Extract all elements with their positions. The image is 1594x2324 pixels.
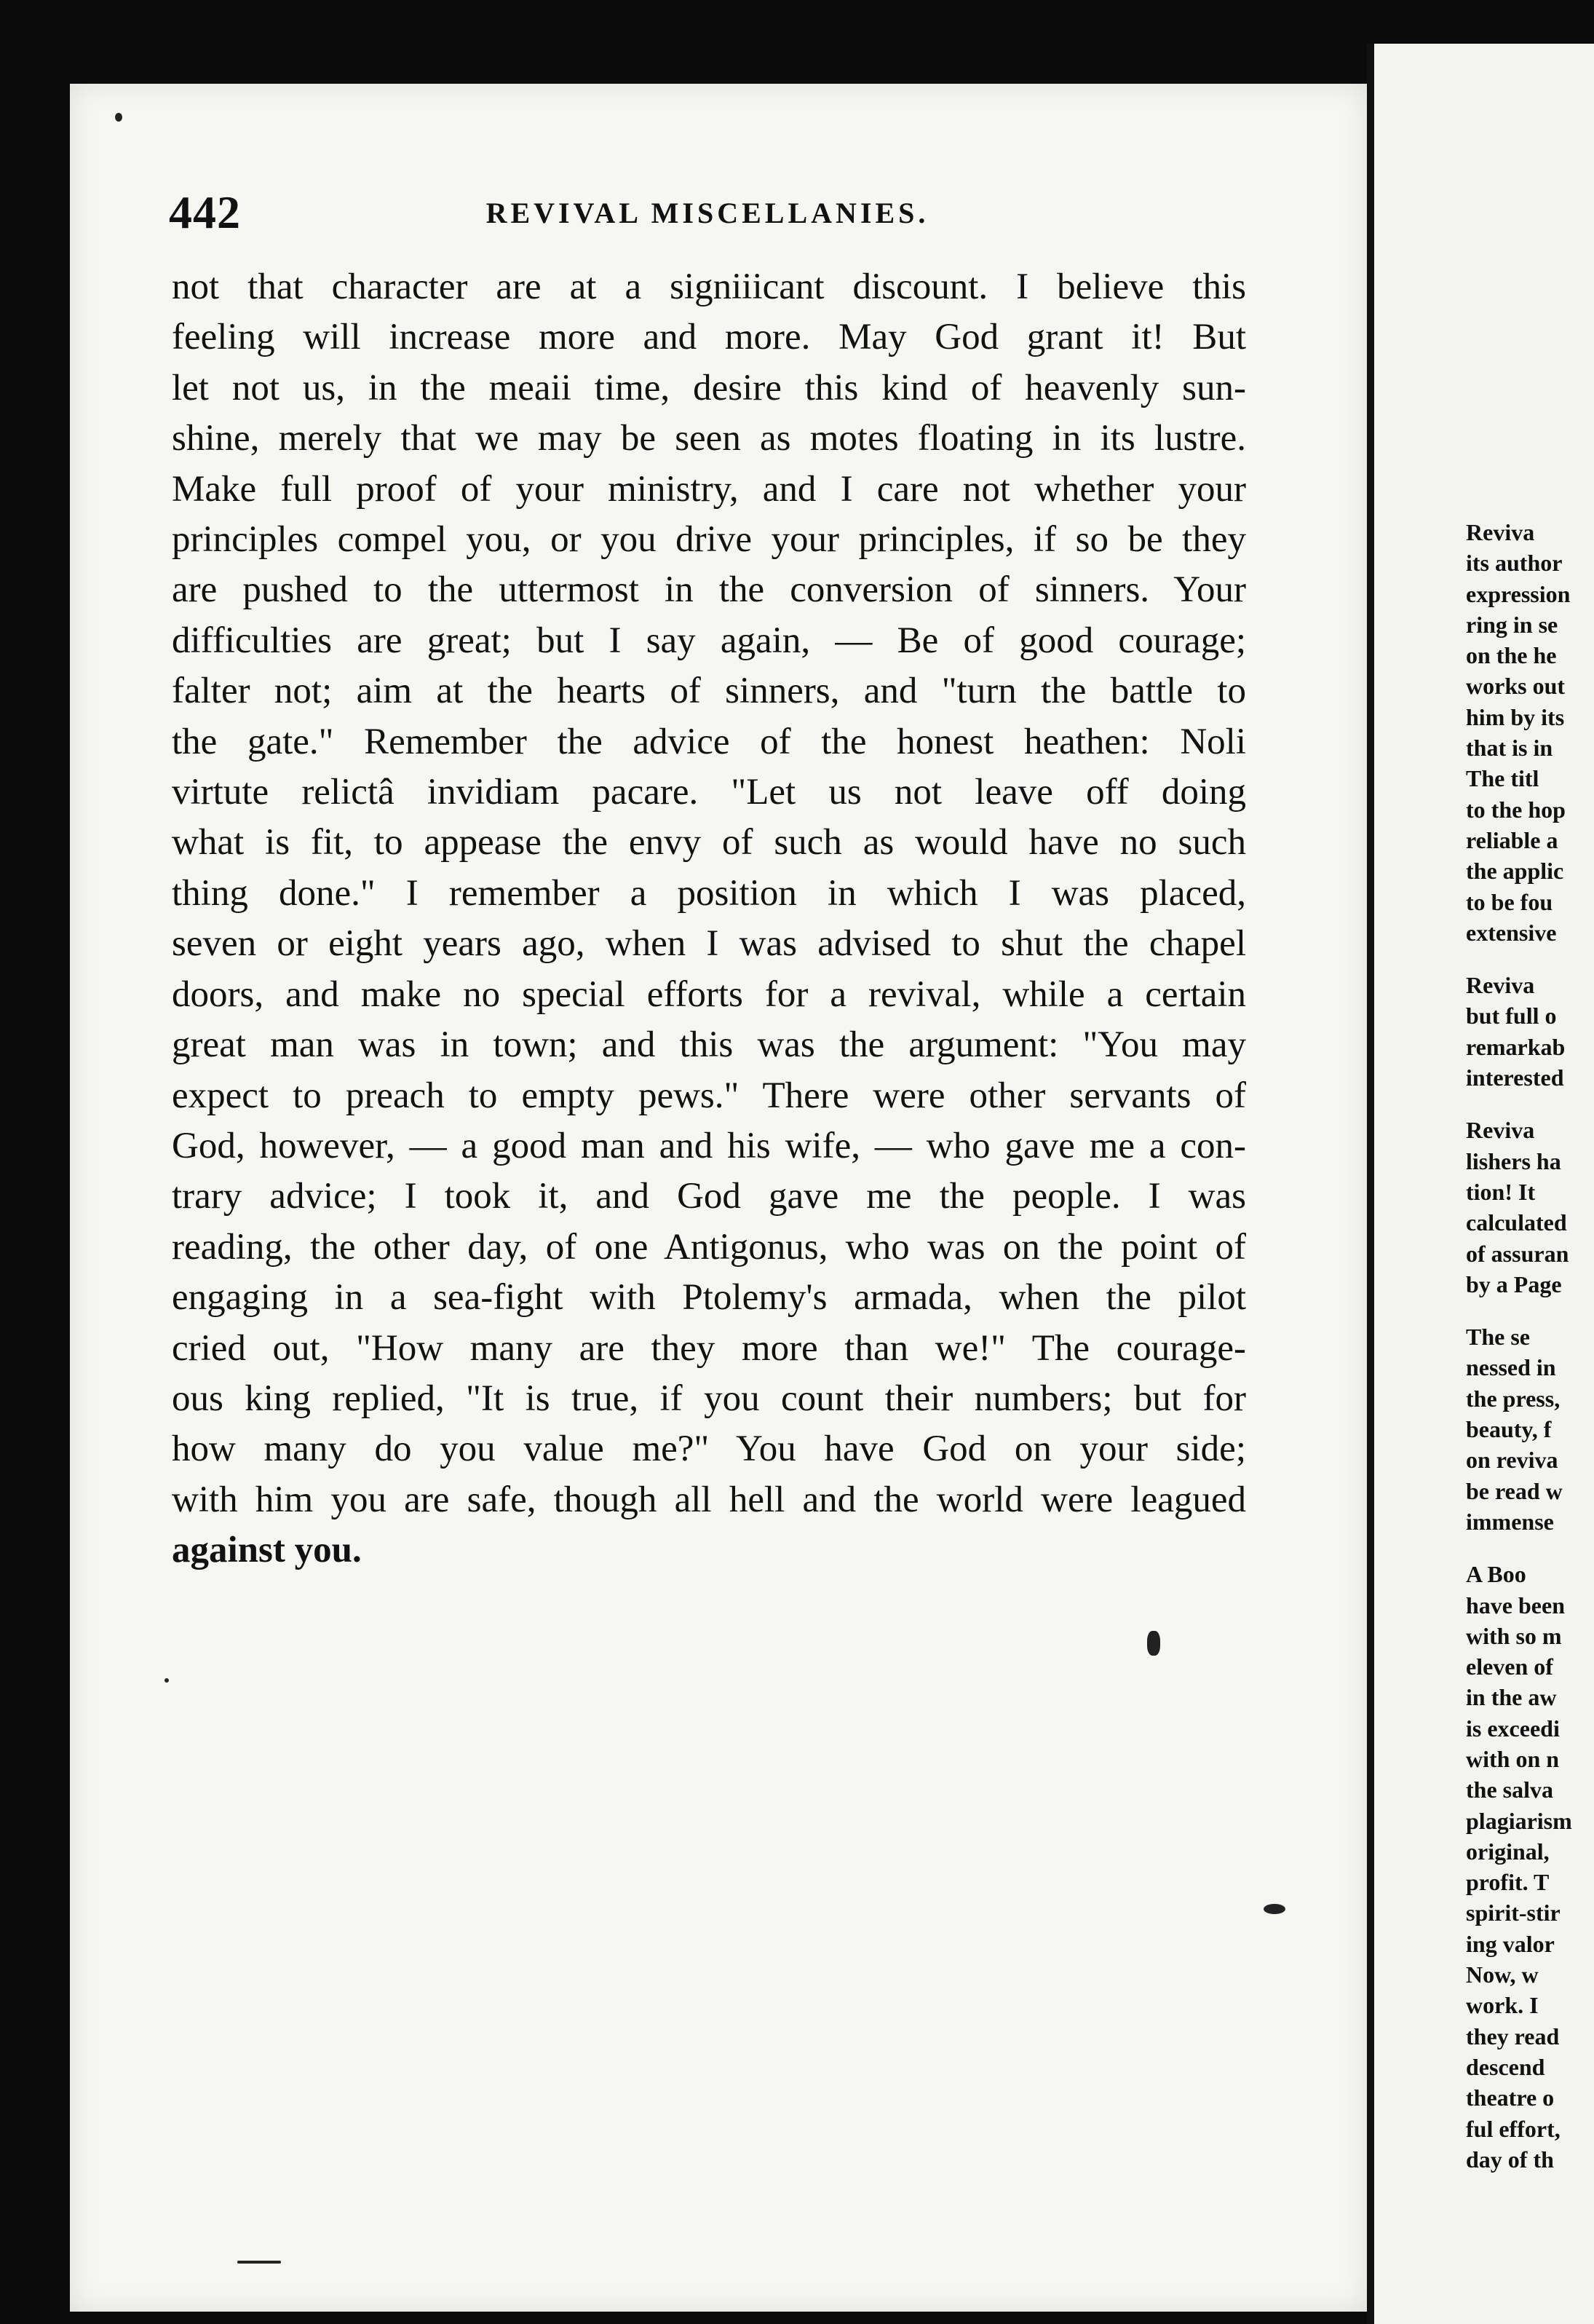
text-line: thing done." I remember a position in which I was placed, <box>172 872 1246 914</box>
ink-speck <box>1264 1904 1285 1914</box>
text-line: shine, merely that we may be seen as motes floating in its lustre. <box>172 418 1246 459</box>
text-line: virtute relictâ invidiam pacare. "Let us not leave off doing <box>172 772 1246 813</box>
facing-line: Now, w <box>1466 1961 1539 1988</box>
facing-line: by a Page <box>1466 1270 1562 1297</box>
text-line: cried out, "How many are they more than we!" The courage- <box>172 1327 1246 1369</box>
facing-line: original, <box>1466 1838 1550 1865</box>
facing-line: on reviva <box>1466 1447 1558 1474</box>
facing-line: The titl <box>1466 765 1539 792</box>
facing-line: Reviva <box>1466 972 1535 999</box>
facing-line: of assuran <box>1466 1240 1569 1267</box>
facing-line: its author <box>1466 550 1563 577</box>
text-line: engaging in a sea-fight with Ptolemy's armada, when the pilot <box>172 1277 1246 1319</box>
text-line: difficulties are great; but I say again, — Be of good courage; <box>172 620 1246 661</box>
text-line: not that character are at a signiiicant discount. I believe this <box>172 266 1246 307</box>
facing-line: tion! It <box>1466 1178 1536 1205</box>
facing-line: to be fou <box>1466 888 1553 915</box>
facing-line: him by its <box>1466 703 1565 730</box>
facing-line: with on n <box>1466 1745 1560 1772</box>
text-line: are pushed to the uttermost in the conversion of sinners. Your <box>172 569 1246 611</box>
running-title: REVIVAL MISCELLANIES. <box>485 197 929 229</box>
text-line: great man was in town; and this was the argument: "You may <box>172 1024 1246 1066</box>
facing-line: remarkab <box>1466 1033 1566 1060</box>
text-line: trary advice; I took it, and God gave me the people. I was <box>172 1176 1246 1217</box>
ink-speck <box>115 113 122 122</box>
facing-page-fragment <box>1374 44 1594 2324</box>
facing-line: immense <box>1466 1508 1554 1535</box>
facing-line: nessed in <box>1466 1354 1556 1381</box>
facing-line: beauty, f <box>1466 1416 1552 1443</box>
body-text <box>172 262 1246 1576</box>
facing-line: works out <box>1466 673 1566 700</box>
facing-line: expression <box>1466 580 1571 607</box>
facing-line: with so m <box>1466 1622 1562 1649</box>
facing-line: be read w <box>1466 1477 1563 1504</box>
facing-line: Reviva <box>1466 519 1535 545</box>
facing-line: interested <box>1466 1064 1564 1091</box>
facing-gap <box>1466 948 1594 970</box>
facing-line: Reviva <box>1466 1117 1535 1144</box>
text-line: doors, and make no special efforts for a revival, while a certain <box>172 973 1246 1015</box>
facing-line: eleven of <box>1466 1653 1553 1680</box>
text-line: feeling will increase more and more. May God grant it! But <box>172 317 1246 358</box>
facing-line: they read <box>1466 2023 1560 2050</box>
page-number: 442 <box>169 186 241 238</box>
facing-gap <box>1466 1537 1594 1559</box>
facing-line: is exceedi <box>1466 1715 1560 1742</box>
facing-line: lishers ha <box>1466 1147 1561 1174</box>
facing-line: theatre o <box>1466 2084 1555 2111</box>
text-line: ous king replied, "It is true, if you count their numbers; but for <box>172 1378 1246 1419</box>
facing-line: the press, <box>1466 1385 1561 1412</box>
facing-line: descend <box>1466 2053 1545 2080</box>
running-head <box>169 186 1246 237</box>
text-line: expect to preach to empty pews." There were other servants of <box>172 1075 1246 1116</box>
facing-line: A Boo <box>1466 1561 1526 1588</box>
text-line: principles compel you, or you drive your principles, if so be they <box>172 519 1246 561</box>
facing-line: day of th <box>1466 2146 1554 2173</box>
text-line: seven or eight years ago, when I was advised to shut the chapel <box>172 923 1246 965</box>
facing-line: reliable a <box>1466 826 1558 853</box>
facing-line: The se <box>1466 1324 1530 1351</box>
ink-speck <box>1147 1631 1160 1656</box>
facing-line: but full o <box>1466 1003 1557 1029</box>
facing-line: ing valor <box>1466 1930 1555 1957</box>
ink-speck <box>164 1678 169 1683</box>
text-line: with him you are safe, though all hell and the world were leagued <box>172 1479 1246 1520</box>
text-line: Make full proof of your ministry, and I care not whether your <box>172 468 1246 510</box>
text-line: falter not; aim at the hearts of sinners, and "turn the battle to <box>172 671 1246 712</box>
text-line: how many do you value me?" You have God on your side; <box>172 1428 1246 1470</box>
text-line: reading, the other day, of one Antigonus, who was on the point of <box>172 1226 1246 1268</box>
facing-page-text <box>1466 517 1594 2175</box>
facing-line: the applic <box>1466 858 1564 885</box>
text-line: what is fit, to appease the envy of such as would have no such <box>172 822 1246 863</box>
facing-line: ring in se <box>1466 611 1558 638</box>
facing-line: calculated <box>1466 1209 1567 1236</box>
facing-line: in the aw <box>1466 1684 1557 1711</box>
ink-speck <box>237 2261 281 2264</box>
text-line: let not us, in the meaii time, desire this kind of heavenly sun- <box>172 367 1246 408</box>
facing-line: ful effort, <box>1466 2115 1561 2142</box>
facing-gap <box>1466 1300 1594 1321</box>
text-line: the gate." Remember the advice of the honest heathen: Noli <box>172 721 1246 762</box>
facing-gap <box>1466 1093 1594 1115</box>
text-line: God, however, — a good man and his wife, — who gave me a con- <box>172 1125 1246 1166</box>
facing-line: the salva <box>1466 1776 1553 1803</box>
page-gutter <box>1367 44 1374 2324</box>
text-line-final: against you. <box>172 1530 362 1571</box>
facing-line: extensive <box>1466 919 1557 946</box>
facing-line: on the he <box>1466 642 1557 669</box>
facing-line: plagiarism <box>1466 1807 1572 1834</box>
facing-line: work. I <box>1466 1992 1539 2019</box>
facing-line: profit. T <box>1466 1869 1550 1896</box>
facing-line: have been <box>1466 1592 1565 1618</box>
facing-line: spirit-stir <box>1466 1900 1561 1926</box>
facing-line: that is in <box>1466 735 1553 762</box>
facing-line: to the hop <box>1466 796 1566 823</box>
